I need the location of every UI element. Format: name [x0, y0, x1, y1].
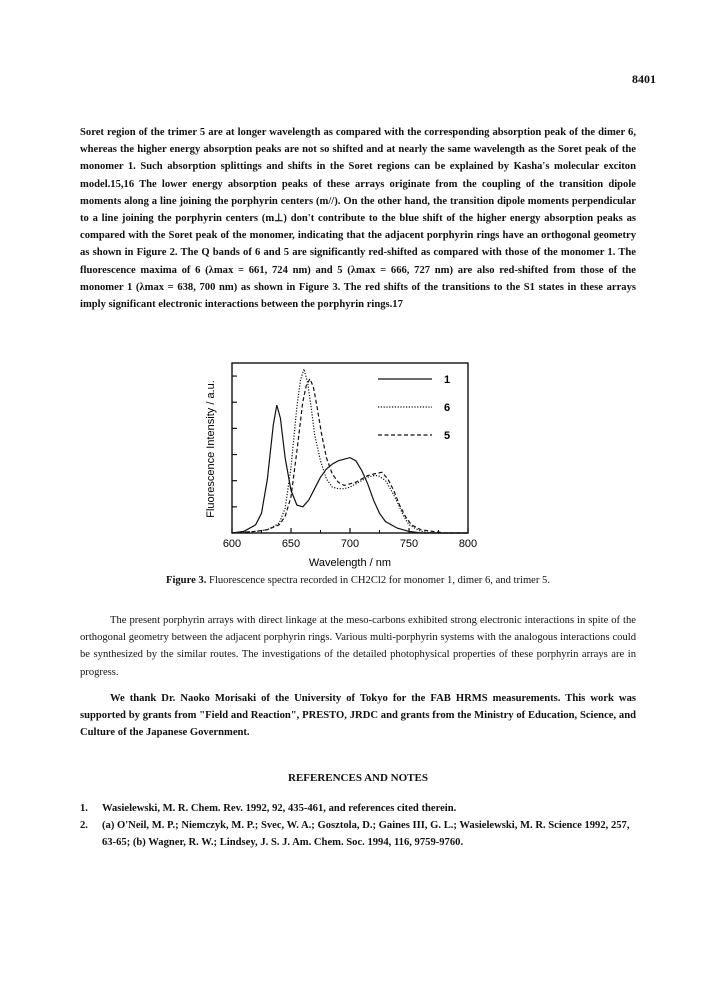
reference-number: 2.: [80, 820, 88, 832]
x-tick-label: 800: [458, 538, 478, 550]
x-tick-label: 750: [399, 538, 419, 550]
figure-caption: [80, 575, 636, 586]
figure-caption-text: Fluorescence spectra recorded in CH2Cl2 for monomer 1, dimer 6, and trimer 5.: [209, 575, 551, 586]
legend-label-6: 6: [444, 402, 451, 414]
references-heading: REFERENCES AND NOTES: [288, 772, 428, 784]
series-line-6: [232, 369, 468, 533]
x-tick-label: 600: [222, 538, 242, 550]
legend-label-1: 1: [444, 374, 451, 386]
series-line-1: [232, 405, 468, 533]
y-axis-label: Fluorescence Intensity / a.u.: [205, 380, 217, 518]
references-list: [80, 800, 636, 852]
reference-item: [80, 800, 636, 817]
plot-frame: [232, 363, 468, 533]
legend: [378, 374, 450, 442]
fluorescence-chart: [200, 355, 500, 570]
x-axis-label: Wavelength / nm: [308, 557, 392, 569]
plot-ticks: [223, 376, 477, 550]
reference-text: (a) O'Neil, M. P.; Niemczyk, M. P.; Svec, W. A.; Gosztola, D.; Gaines III, G. L.; Wasielewski, M. R. Science 1992, 257, 63-65; (b) Wagner, R. W.; Lindsey, J. S. J. Am. Chem. Soc. 1994, 116, 9759-9760.: [102, 820, 630, 849]
series-line-5: [232, 379, 468, 533]
page-number: 8401: [632, 72, 656, 86]
body-paragraph: The present porphyrin arrays with direct linkage at the meso-carbons exhibited strong electronic interactions in spite of the orthogonal geometry between the adjacent porphyrin rings. Various multi-porphyrin systems with the analogous interactions could be synthesized by the similar routes. The investigations of the detailed photophysical properties of these porphyrin arrays are in progress.: [80, 615, 636, 678]
reference-text: Wasielewski, M. R. Chem. Rev. 1992, 92, 435-461, and references cited therein.: [102, 803, 457, 814]
figure-label: Figure 3.: [165, 575, 207, 586]
acknowledgement-paragraph: We thank Dr. Naoko Morisaki of the University of Tokyo for the FAB HRMS measurements. This work was supported by grants from "Field and Reaction", PRESTO, JRDC and grants from the Ministry of Education, Science, and Culture of the Japanese Government.: [80, 693, 636, 739]
plot-border: [232, 363, 468, 533]
plot-lines: [232, 369, 468, 533]
x-tick-label: 650: [281, 538, 301, 550]
body-paragraph: Soret region of the trimer 5 are at longer wavelength as compared with the corresponding absorption peak of the dimer 6, whereas the higher energy absorption peaks are not so shifted and at nearly the same wavelength as the Soret peak of the monomer 1. Such absorption splittings and shifts in the Soret regions can be explained by Kasha's molecular exciton model.15,16 The lower energy absorption peaks of these arrays originate from the coupling of the transition dipole moments along a line joining the porphyrin centers (m//). On the other hand, the transition dipole moments perpendicular to a line joining the porphyrin centers (m⊥) don't contribute to the blue shift of the higher energy absorption peaks as compared with the Soret peak of the monomer, indicating that the adjacent porphyrin rings have an orthogonal geometry as shown in Figure 2. The Q bands of 6 and 5 are significantly red-shifted as compared with those of the monomer 1. The fluorescence maxima of 6 (λmax = 661, 724 nm) and 5 (λmax = 666, 727 nm) are also red-shifted from those of the monomer 1 (λmax = 638, 700 nm) as shown in Figure 3. The red shifts of the transitions to the S1 states in these arrays imply significant electronic interactions between the porphyrin rings.17: [80, 127, 636, 311]
reference-item: [80, 817, 636, 851]
x-tick-label: 700: [340, 538, 360, 550]
legend-label-5: 5: [444, 430, 451, 442]
reference-number: 1.: [80, 803, 88, 814]
